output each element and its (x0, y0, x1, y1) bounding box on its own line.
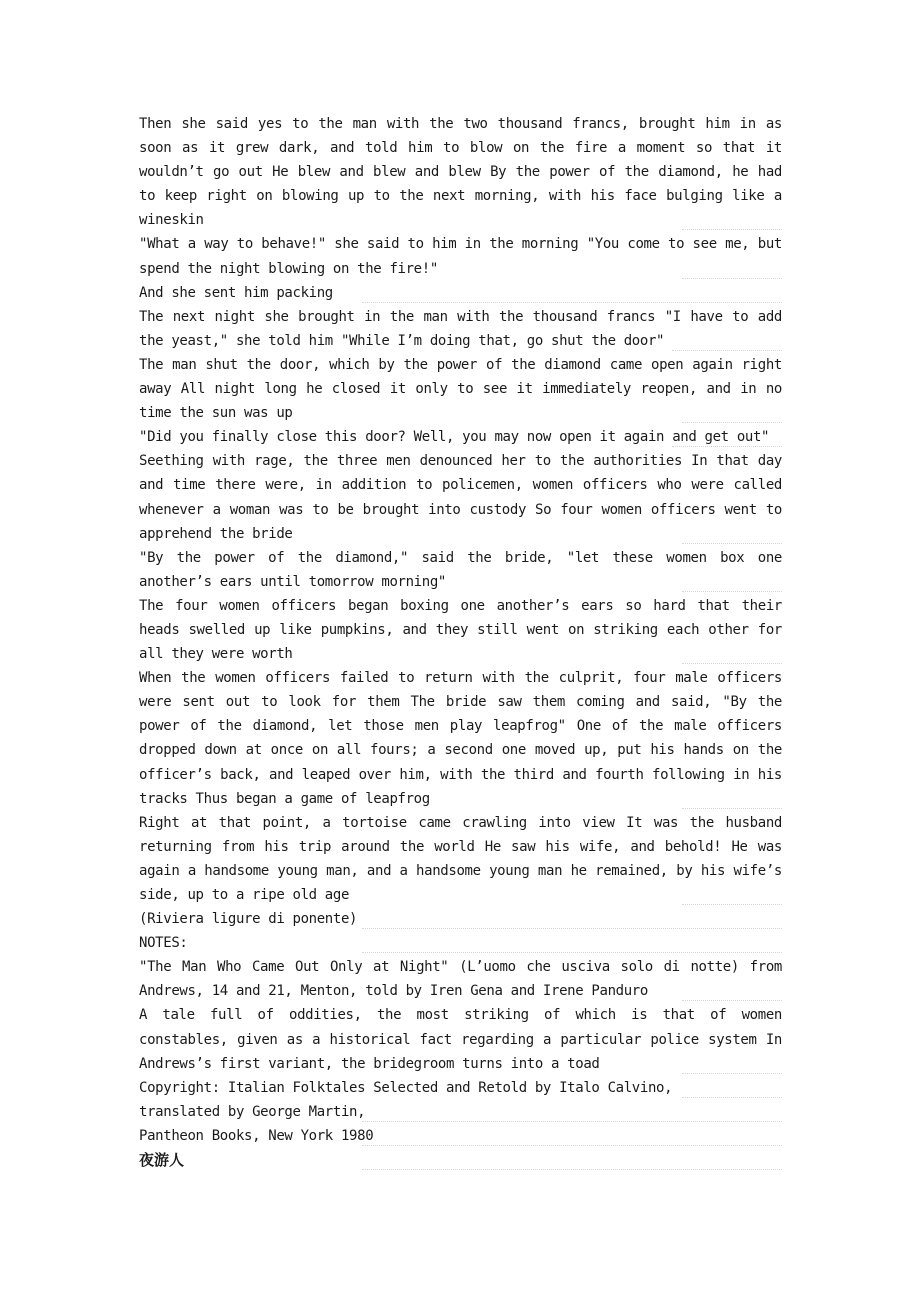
paragraph-authorities: Seething with rage, the three men denounced her to the authorities In that day and time there were, in addition to policemen, women officers who were called whenever a woman was to be brought into custody So four women officers went to apprehend the bride (139, 449, 782, 545)
chinese-title: 夜游人 (139, 1148, 782, 1172)
paragraph-blowing-fire: Then she said yes to the man with the two thousand francs, brought him in as soon as it grew dark, and told him to blow on the fire a moment so that it wouldn’t go out He blew and blew and blew By the power of the diamond, he had to keep right on blowing up to the next morning, with his face bulging like a wineskin (139, 112, 782, 232)
paragraph-what-a-way: "What a way to behave!" she said to him in the morning "You come to see me, but spend the night blowing on the fire!" (139, 232, 782, 280)
copyright-line: Copyright: Italian Folktales Selected and Retold by Italo Calvino, (139, 1076, 782, 1100)
paragraph-next-night: The next night she brought in the man with the thousand francs "I have to add the yeast," she told him "While I’m doing that, go shut the door" (139, 305, 782, 353)
notes-heading: NOTES: (139, 931, 782, 955)
publisher-line: Pantheon Books, New York 1980 (139, 1124, 782, 1148)
paragraph-close-door: "Did you finally close this door? Well, you may now open it again and get out" (139, 425, 782, 449)
paragraph-tortoise: Right at that point, a tortoise came crawling into view It was the husband returning from his trip around the world He saw his wife, and behold! He was again a handsome young man, and a handsome young man he remained, by his wife’s side, up to a ripe old age (139, 811, 782, 907)
paragraph-box-ears: "By the power of the diamond," said the bride, "let these women box one another’s ears until tomorrow morning" (139, 546, 782, 594)
translator-line: translated by George Martin, (139, 1100, 782, 1124)
paragraph-pumpkins: The four women officers began boxing one another’s ears so hard that their heads swelled up like pumpkins, and they still went on striking each other for all they were worth (139, 594, 782, 666)
paragraph-region: (Riviera ligure di ponente) (139, 907, 782, 931)
paragraph-shut-door: The man shut the door, which by the power of the diamond came open again right away All night long he closed it only to see it immediately reopen, and in no time the sun was up (139, 353, 782, 425)
document-body (139, 112, 782, 1172)
paragraph-leapfrog: When the women officers failed to return with the culprit, four male officers were sent out to look for them The bride saw them coming and said, "By the power of the diamond, let those men play leapfrog" One of the male officers dropped down at once on all fours; a second one moved up, put his hands on the officer’s back, and leaped over him, with the third and fourth following in his tracks Thus began a game of leapfrog (139, 666, 782, 811)
note-source: "The Man Who Came Out Only at Night" (L’uomo che usciva solo di notte) from Andrews, 14 and 21, Menton, told by Iren Gena and Irene Panduro (139, 955, 782, 1003)
note-oddities: A tale full of oddities, the most striking of which is that of women constables, given as a historical fact regarding a particular police system In Andrews’s first variant, the bridegroom turns into a toad (139, 1003, 782, 1075)
paragraph-sent-packing: And she sent him packing (139, 281, 782, 305)
